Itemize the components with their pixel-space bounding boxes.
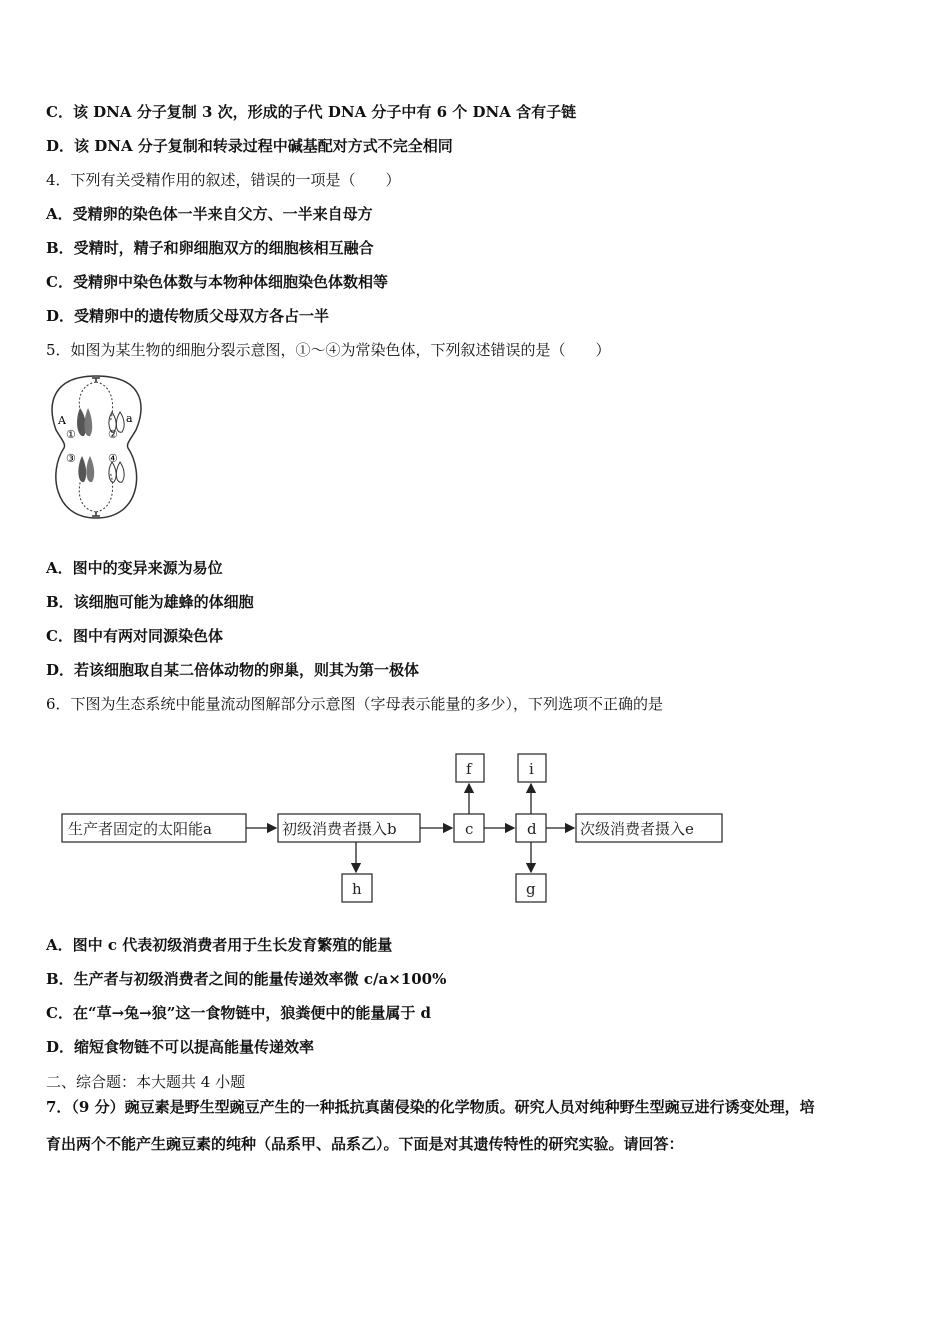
box-h-label: h (352, 880, 362, 898)
chromosome-3-sister (86, 456, 94, 482)
q5-option-a: A．图中的变异来源为易位 (46, 559, 223, 577)
question-4: 4．下列有关受精作用的叙述，错误的一项是（ ） (46, 171, 401, 189)
energy-flow-diagram (60, 750, 730, 910)
section-heading: 二、综合题：本大题共 4 小题 (46, 1073, 246, 1091)
centrosome-top (92, 378, 100, 382)
question-5: 5．如图为某生物的细胞分裂示意图，①～④为常染色体，下列叙述错误的是（ ） (46, 341, 611, 359)
question-7-line-1: 7．（9 分）豌豆素是野生型豌豆产生的一种抵抗真菌侵染的化学物质。研究人员对纯种野生型豌豆进行诱变处理，培 (46, 1098, 815, 1116)
chromosome-1-sister (84, 408, 92, 436)
box-secondary-consumer-label: 次级消费者摄入e (580, 820, 694, 838)
q6-option-d: D．缩短食物链不可以提高能量传递效率 (46, 1038, 315, 1056)
label-A: A (58, 414, 66, 427)
chromosome-3 (78, 456, 86, 482)
label-1: ① (66, 428, 76, 441)
box-g-label: g (526, 880, 536, 898)
q6-option-c: C．在“草→兔→狼”这一食物链中，狼粪便中的能量属于 d (46, 1004, 432, 1022)
question-7-line-2: 育出两个不能产生豌豆素的纯种（品系甲、品系乙）。下面是对其遗传特性的研究实验。请回答： (46, 1135, 684, 1153)
q5-option-c: C．图中有两对同源染色体 (46, 627, 223, 645)
box-d-label: d (527, 820, 537, 838)
centrosome-bottom (92, 512, 100, 516)
q5-option-d: D．若该细胞取自某二倍体动物的卵巢，则其为第一极体 (46, 661, 420, 679)
option-c-dna: C．该 DNA 分子复制 3 次，形成的子代 DNA 分子中有 6 个 DNA 含有子链 (46, 103, 577, 121)
q4-option-a: A．受精卵的染色体一半来自父方、一半来自母方 (46, 205, 373, 223)
q4-option-b: B．受精时，精子和卵细胞双方的细胞核相互融合 (46, 239, 374, 257)
option-d-dna: D．该 DNA 分子复制和转录过程中碱基配对方式不完全相同 (46, 137, 453, 155)
box-i-label: i (529, 760, 534, 778)
chromosome-4-sister (116, 462, 124, 482)
q6-option-a: A．图中 c 代表初级消费者用于生长发育繁殖的能量 (46, 936, 393, 954)
question-6: 6．下图为生态系统中能量流动图解部分示意图（字母表示能量的多少），下列选项不正确的是 (46, 695, 664, 713)
box-c-label: c (465, 820, 474, 838)
q6-option-b: B．生产者与初级消费者之间的能量传递效率微 c/a×100% (46, 970, 447, 988)
q4-option-c: C．受精卵中染色体数与本物种体细胞染色体数相等 (46, 273, 388, 291)
cell-membrane (52, 376, 141, 518)
label-3: ③ (66, 452, 76, 465)
label-4: ④ (108, 452, 118, 465)
box-f-label: f (466, 760, 472, 778)
box-primary-consumer-label: 初级消费者摄入b (282, 820, 397, 838)
box-producer-label: 生产者固定的太阳能a (68, 820, 212, 838)
cell-division-figure (44, 372, 150, 522)
q4-option-d: D．受精卵中的遗传物质父母双方各占一半 (46, 307, 330, 325)
chromosome-4 (109, 462, 116, 482)
label-a: a (126, 412, 133, 425)
label-2: ② (108, 428, 118, 441)
q5-option-b: B．该细胞可能为雄蜂的体细胞 (46, 593, 254, 611)
